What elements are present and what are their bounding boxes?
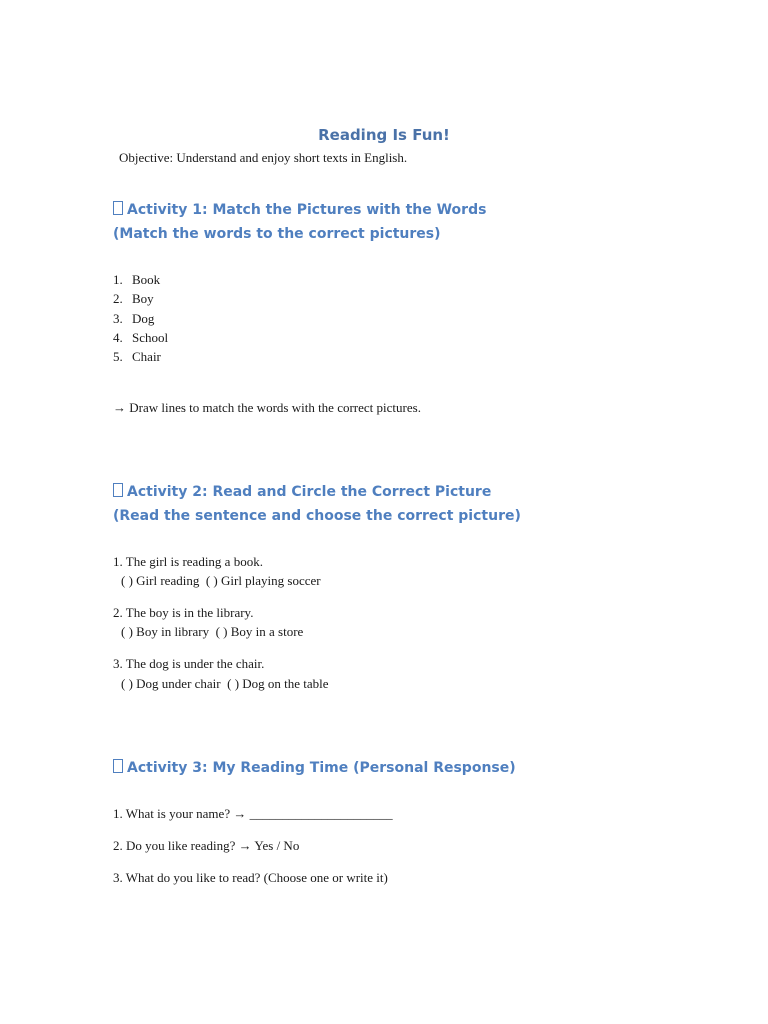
response-question: 3. What do you like to read? (Choose one or write it) — [113, 870, 388, 885]
question-options: ( ) Girl reading ( ) Girl playing soccer — [121, 573, 321, 588]
question-options: ( ) Boy in library ( ) Boy in a store — [121, 624, 304, 639]
activity-2-subtitle: (Read the sentence and choose the correct picture) — [113, 508, 521, 524]
question-sentence: 3. The dog is under the chair. — [113, 656, 265, 671]
list-item: 2. Boy — [113, 291, 154, 307]
list-item: 4. School — [113, 329, 169, 345]
activity-2-heading — [113, 480, 521, 528]
activity-1-instruction: → Draw lines to match the words with the correct pictures. — [113, 400, 421, 415]
missing-glyph-icon — [113, 201, 123, 215]
activity-3-heading — [113, 756, 516, 780]
activity-3-title: Activity 3: My Reading Time (Personal Response) — [127, 760, 516, 776]
response-question: 1. What is your name? → ______________________ — [113, 806, 393, 821]
word-list — [113, 270, 168, 366]
question-options: ( ) Dog under chair ( ) Dog on the table — [121, 676, 329, 691]
activity-2-title: Activity 2: Read and Circle the Correct Picture — [127, 484, 492, 500]
activity-1-title: Activity 1: Match the Pictures with the Words — [127, 202, 487, 218]
list-item: 3. Dog — [113, 310, 155, 326]
missing-glyph-icon — [113, 483, 123, 497]
response-question: 2. Do you like reading? → Yes / No — [113, 838, 300, 853]
list-item: 5. Chair — [113, 349, 161, 365]
question-sentence: 1. The girl is reading a book. — [113, 554, 263, 569]
activity-1-subtitle: (Match the words to the correct pictures) — [113, 226, 441, 242]
list-item: 1. Book — [113, 272, 161, 287]
missing-glyph-icon — [113, 759, 123, 773]
document-title: Reading Is Fun! — [318, 126, 450, 144]
question-sentence: 2. The boy is in the library. — [113, 605, 254, 620]
objective-text: Objective: Understand and enjoy short texts in English. — [119, 150, 408, 165]
activity-1-heading — [113, 198, 486, 246]
